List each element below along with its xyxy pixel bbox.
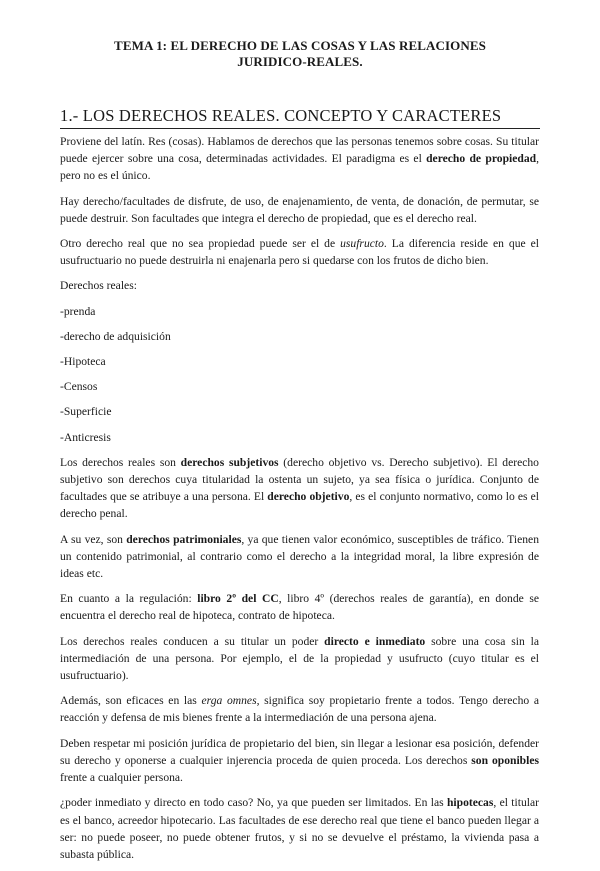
list-item: -prenda [60,304,96,318]
paragraph-facultades: Hay derecho/facultades de disfrute, de uso, de enajenamiento, de venta, de donación, de permutar, se puede destruir. Son facultades que integra el derecho de propiedad, que es el derecho real. [60,194,539,225]
bold-term: son oponibles [471,753,539,767]
italic-term: erga omnes, [201,694,260,708]
text-run: sobre una cosa sin la intermediación de una persona. Por ejemplo, el de la propiedad y usufructo (cuyo titular es el usufructuario). [60,634,540,683]
text-run: En cuanto a la regulación: [60,592,198,606]
italic-term: usufructo [340,237,384,251]
text-run: . La diferencia reside en que el usufructuario no puede destruirla ni enajenarla pero si quedarse con los frutos de dicho bien. [60,237,540,268]
paragraph-origin [60,133,539,185]
bold-term: derecho objetivo [267,490,350,504]
list-item: -Anticresis [60,430,111,444]
bold-term: derecho de propiedad [426,152,537,166]
paragraph-patrimoniales [60,531,539,583]
bold-term: directo e inmediato [324,634,426,648]
paragraph-usufructo [60,235,539,269]
paragraph-subjetivos [60,454,539,523]
text-run: significa soy propietario frente a todos. Tengo derecho a reacción y defensa de mis bienes frente a la intermediación de una persona ajena. [60,694,539,725]
paragraph-hipotecas [60,794,539,863]
list-item: -Hipoteca [60,355,106,369]
paragraph-directo [60,633,539,685]
list-item: -derecho de adquisición [60,329,171,343]
text-run: (derecho objetivo vs. Derecho subjetivo). El derecho subjetivo son derechos cuya titularidad la ostenta un sujeto, ya sea física o jurídica. Conjunto de facultades que se atribuye a una persona. El [60,455,539,504]
text-run: , pero no es el único. [60,152,539,183]
bold-term: derechos patrimoniales [126,532,242,546]
document-title-line-2: JURIDICO-REALES. [237,54,363,69]
section-heading: 1.- LOS DERECHOS REALES. CONCEPTO Y CARACTERES [60,106,540,129]
text-run: Los derechos reales conducen a su titular un poder [60,634,325,648]
text-run: , es el conjunto normativo, como lo es el derecho penal. [60,490,539,521]
paragraph-regulacion [60,590,539,624]
text-run: , libro 4º (derechos reales de garantía), en donde se encuentra el derecho real de hipoteca, contrato de hipoteca. [60,592,539,623]
text-run: Proviene del latín. Res (cosas). Hablamos de derechos que las personas tenemos sobre cosas. Su titular puede ejercer sobre una cosa, determinadas actividades. El paradigma es el [60,135,539,166]
text-run: frente a cualquier persona. [60,771,183,785]
text-run: ¿poder inmediato y directo en todo caso? No, ya que pueden ser limitados. En las [60,796,447,810]
document-title-line-1: TEMA 1: EL DERECHO DE LAS COSAS Y LAS RELACIONES [114,38,486,53]
paragraph-erga-omnes [60,692,539,726]
text-run: Los derechos reales son [60,455,181,469]
bold-term: hipotecas [446,796,494,810]
list-title: Derechos reales: [60,279,137,293]
bold-term: derechos subjetivos [180,455,279,469]
paragraph-oponibles [60,735,539,787]
list-item: -Censos [60,380,98,394]
list-item: -Superficie [60,405,112,419]
text-run: Deben respetar mi posición jurídica de propietario del bien, sin llegar a lesionar esa posición, defender su derecho y oponerse a cualquier injerencia proceda de quien proceda. Los derechos [60,736,539,767]
text-run: , ya que tienen valor económico, susceptibles de tráfico. Tienen un contenido patrimonial, al contrario como el derecho a la integridad moral, la libre expresión de ideas etc. [60,532,539,581]
text-run: A su vez, son [60,532,127,546]
document-body [60,133,539,871]
text-run: Además, son eficaces en las [60,694,202,708]
text-run: Otro derecho real que no sea propiedad puede ser el de [60,237,341,251]
text-run: , el titular es el banco, acreedor hipotecario. Las facultades de ese derecho real que tiene el banco pueden llegar a ser: no puede poseer, no puede obtener frutos, y si no se devuelve el préstamo, la vivienda pasa a subasta pública. [60,796,539,861]
bold-term: libro 2º del CC [197,592,279,606]
